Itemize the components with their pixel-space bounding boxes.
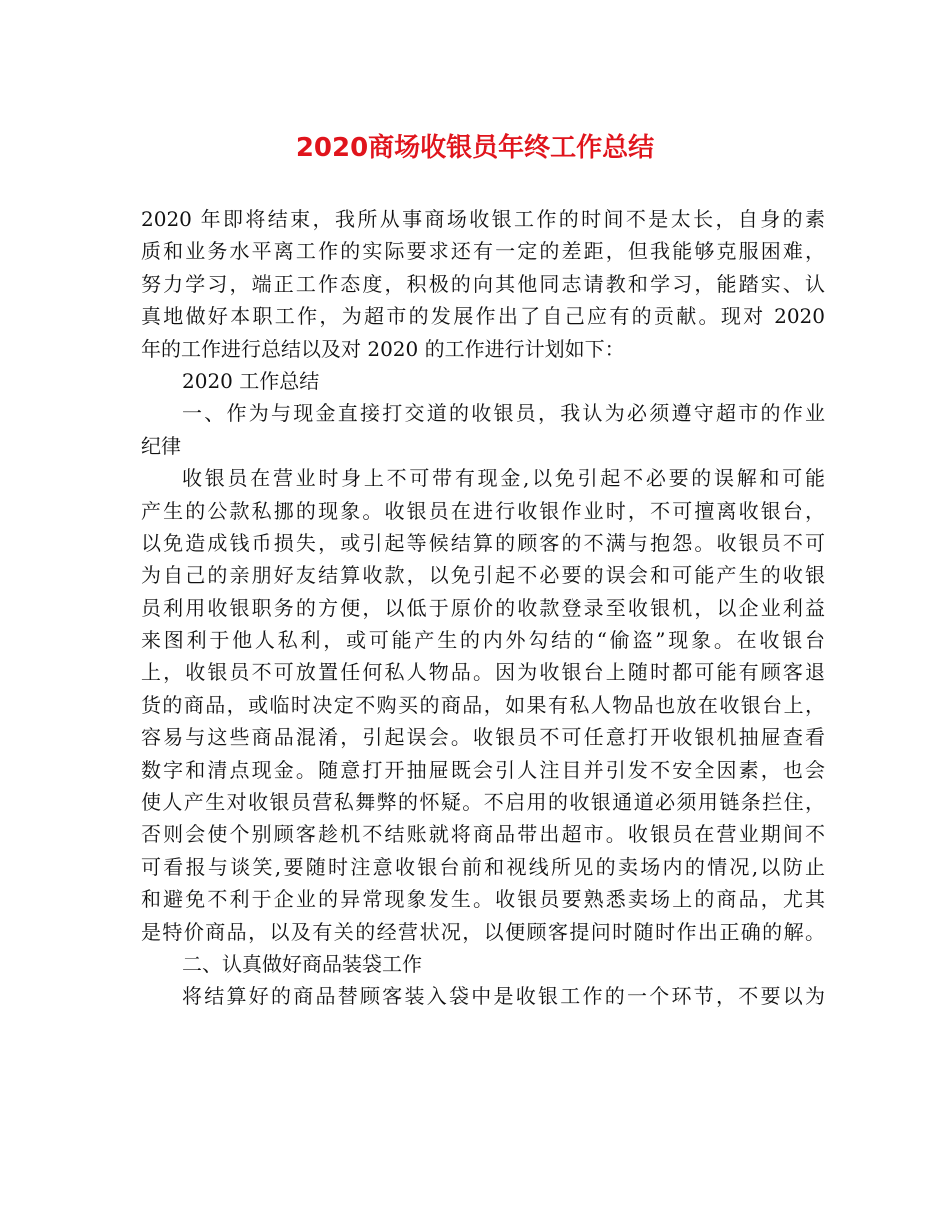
document-title: 2020商场收银员年终工作总结 xyxy=(295,133,655,163)
text-line: 为自己的亲朋好友结算收款，以免引起不必要的误会和可能产生的收银 xyxy=(141,563,825,588)
text-line: 和避免不利于企业的异常现象发生。收银员要熟悉卖场上的商品，尤其 xyxy=(141,887,825,912)
section-heading: 2020 工作总结 xyxy=(182,368,320,393)
text-line: 收银员在营业时身上不可带有现金,以免引起不必要的误解和可能 xyxy=(182,466,825,491)
text-line: 否则会使个别顾客趁机不结账就将商品带出超市。收银员在营业期间不 xyxy=(141,822,825,847)
text-line: 数字和清点现金。随意打开抽屉既会引人注目并引发不安全因素，也会 xyxy=(141,757,825,782)
text-line: 是特价商品，以及有关的经营状况，以便顾客提问时随时作出正确的解。 xyxy=(141,919,825,944)
text-line: 来图利于他人私利，或可能产生的内外勾结的“偷盗”现象。在收银台 xyxy=(141,628,825,653)
text-line: 将结算好的商品替顾客装入袋中是收银工作的一个环节，不要以为 xyxy=(182,984,825,1009)
text-line: 货的商品，或临时决定不购买的商品，如果有私人物品也放在收银台上， xyxy=(141,692,825,717)
text-line: 质和业务水平离工作的实际要求还有一定的差距，但我能够克服困难， xyxy=(141,239,825,264)
text-line: 可看报与谈笑,要随时注意收银台前和视线所见的卖场内的情况,以防止 xyxy=(141,854,825,879)
document-body xyxy=(141,203,825,1013)
section-heading: 二、认真做好商品装袋工作 xyxy=(182,951,422,976)
text-line: 上，收银员不可放置任何私人物品。因为收银台上随时都可能有顾客退 xyxy=(141,660,825,685)
text-line: 年的工作进行总结以及对 2020 的工作进行计划如下： xyxy=(141,336,625,361)
text-line: 2020 年即将结束，我所从事商场收银工作的时间不是太长，自身的素 xyxy=(141,207,825,231)
text-line: 使人产生对收银员营私舞弊的怀疑。不启用的收银通道必须用链条拦住， xyxy=(141,790,825,815)
text-line: 员利用收银职务的方便，以低于原价的收款登录至收银机，以企业利益 xyxy=(141,595,825,620)
text-line: 以免造成钱币损失，或引起等候结算的顾客的不满与抱怨。收银员不可 xyxy=(141,530,825,555)
text-line: 容易与这些商品混淆，引起误会。收银员不可任意打开收银机抽屉查看 xyxy=(141,725,825,750)
section-heading: 一、作为与现金直接打交道的收银员，我认为必须遵守超市的作业 xyxy=(182,401,825,426)
section-heading: 纪律 xyxy=(141,433,181,458)
text-line: 产生的公款私挪的现象。收银员在进行收银作业时，不可擅离收银台， xyxy=(141,498,825,523)
text-line: 真地做好本职工作，为超市的发展作出了自己应有的贡献。现对 2020 xyxy=(141,304,825,329)
text-line: 努力学习，端正工作态度，积极的向其他同志请教和学习，能踏实、认 xyxy=(141,271,825,296)
